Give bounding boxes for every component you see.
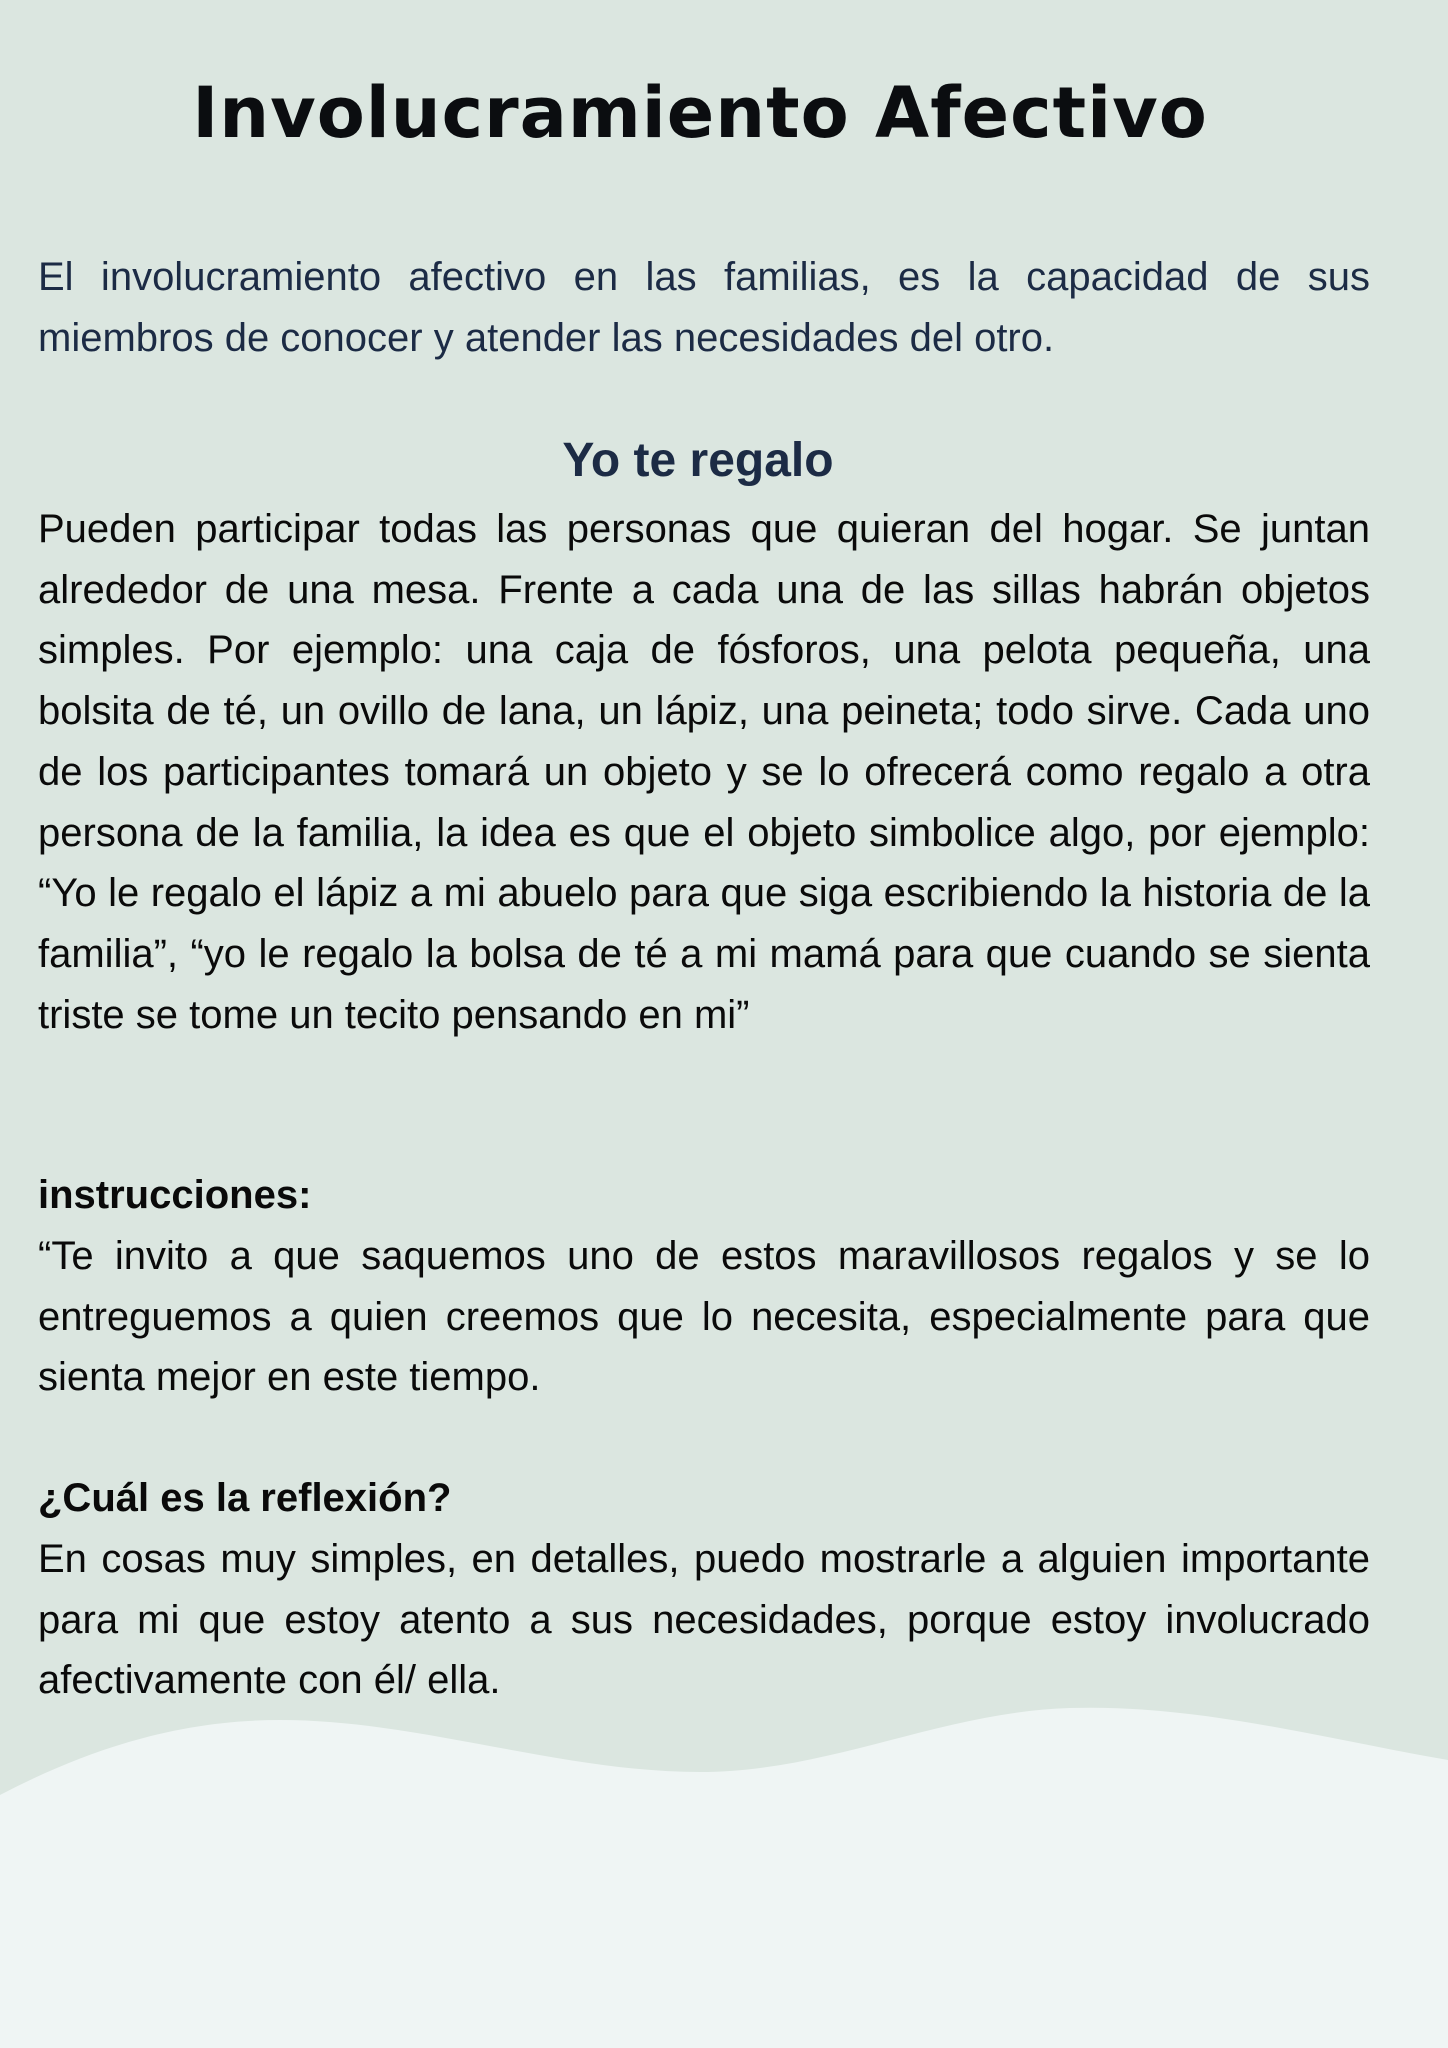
activity-description: Pueden participar todas las personas que quieran del hogar. Se juntan alrededor de una mesa. Frente a cada una de las sillas habrán objetos simples. Por ejemplo: una caja de fósforos, una pelota pequeña, una bolsita de té, un ovillo de lana, un lápiz, una peineta; todo sirve. Cada uno de los participantes tomará un objeto y se lo ofrecerá como regalo a otra persona de la familia, la idea es que el objeto simbolice algo, por ejemplo: “Yo le regalo el lápiz a mi abuelo para que siga escribiendo la historia de la familia”, “yo le regalo la bolsa de té a mi mamá para que cuando se sienta triste se tome un tecito pensando en mi”	[38, 507, 1370, 1037]
intro-paragraph: El involucramiento afectivo en las familias, es la capacidad de sus miembros de conocer y atender las necesidades del otro.	[38, 255, 1370, 360]
reflection-label: ¿Cuál es la reflexión?	[38, 1476, 452, 1520]
page-title: Involucramiento Afectivo	[192, 72, 1208, 154]
instructions-label: instrucciones:	[38, 1173, 312, 1217]
instructions-text: “Te invito a que saquemos uno de estos maravillosos regalos y se lo entreguemos a quien creemos que lo necesita, especialmente para que sienta mejor en este tiempo.	[38, 1234, 1370, 1400]
reflection-text: En cosas muy simples, en detalles, puedo mostrarle a alguien importante para mi que estoy atento a sus necesidades, porque estoy involucrado afectivamente con él/ ella.	[38, 1537, 1370, 1703]
activity-heading: Yo te regalo	[562, 434, 834, 487]
